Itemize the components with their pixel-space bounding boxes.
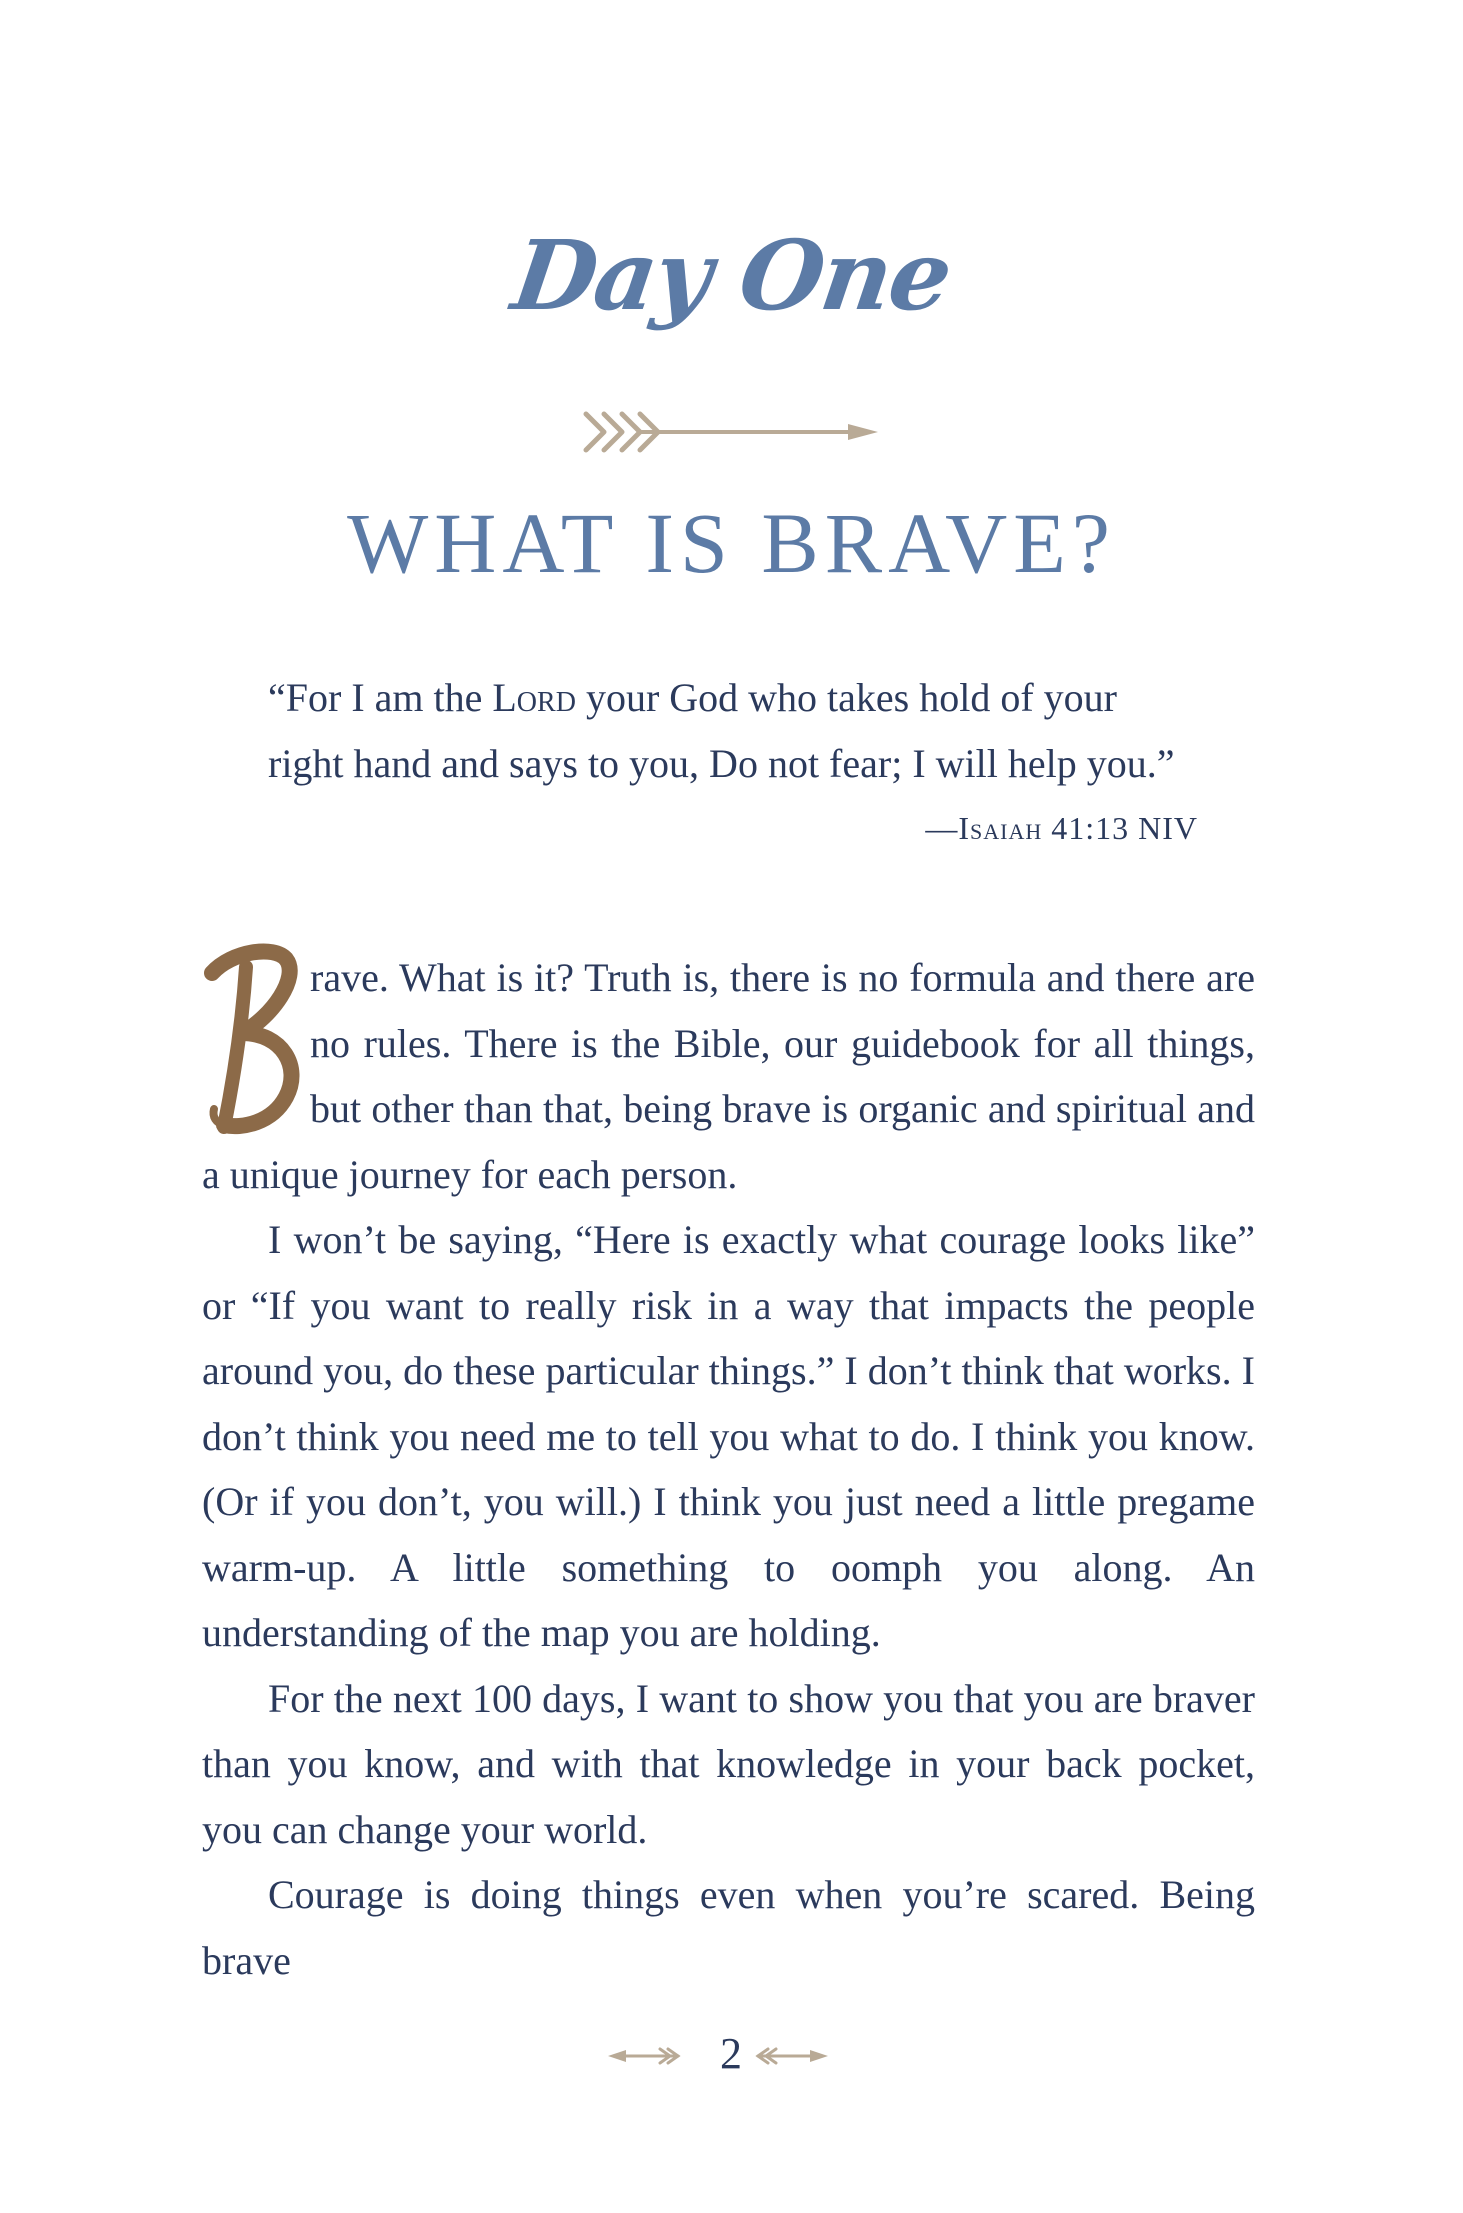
paragraph-1 bbox=[202, 945, 1255, 1207]
paragraph-2: I won’t be saying, “Here is exactly what courage looks like” or “If you want to really risk in a way that impacts the people around you, do these particular things.” I don’t think that works. I don’t think you need me to tell you what to do. I think you know. (Or if you don’t, you will.) I think you just need a little pregame warm-up. A little something to oomph you along. An understanding of the map you are holding. bbox=[202, 1217, 1255, 1655]
drop-cap-b-icon bbox=[202, 937, 306, 1137]
arrow-divider-icon bbox=[582, 404, 882, 460]
paragraph-3: For the next 100 days, I want to show you that you are braver than you know, and with that knowledge in your back pocket, you can change your world. bbox=[202, 1675, 1255, 1852]
footer-arrow-left-icon bbox=[606, 2044, 682, 2068]
epigraph-attribution: —Isaiah 41:13 NIV bbox=[925, 810, 1198, 846]
epigraph-lord: Lord bbox=[492, 675, 576, 720]
page-number: 2 bbox=[720, 2029, 742, 2078]
paragraph-1-text: rave. What is it? Truth is, there is no formula and there are no rules. There is the Bible, our guidebook for all things, but other than that, being brave is organic and spiritual and a unique journey for each person. bbox=[202, 955, 1255, 1197]
epigraph-quote bbox=[268, 665, 1198, 797]
body-text bbox=[202, 945, 1255, 1993]
epigraph-text-after: your God who takes hold of your right hand and says to you, Do not fear; I will help you.” bbox=[268, 675, 1175, 786]
paragraph-4: Courage is doing things even when you’re scared. Being brave bbox=[202, 1872, 1255, 1983]
epigraph-text-before: “For I am the bbox=[268, 675, 493, 720]
chapter-title: WHAT IS BRAVE? bbox=[347, 495, 1116, 591]
footer-arrow-right-icon bbox=[754, 2044, 830, 2068]
day-label: Day One bbox=[506, 219, 958, 332]
